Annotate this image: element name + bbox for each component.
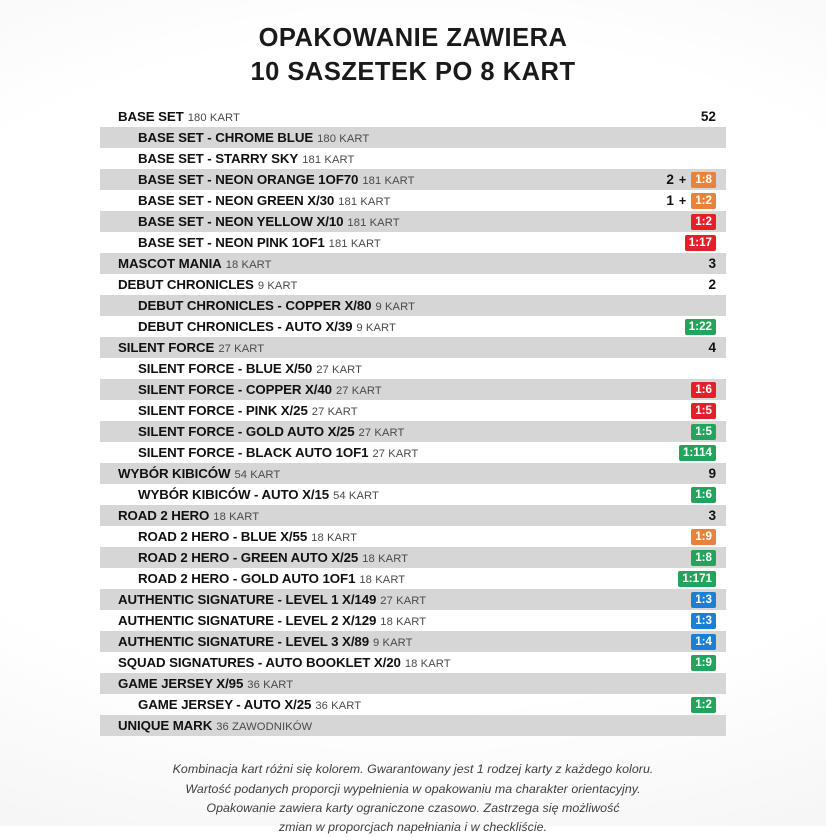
row-value	[646, 508, 726, 523]
row-quantity: 54 KART	[333, 490, 379, 503]
row-quantity: 181 KART	[328, 238, 381, 251]
table-row	[100, 463, 726, 484]
odds-badge: 1:2	[691, 214, 716, 230]
odds-badge: 1:6	[691, 487, 716, 503]
row-quantity: 181 KART	[362, 175, 415, 188]
row-value	[646, 277, 726, 292]
row-count: 1	[666, 193, 674, 209]
row-value	[646, 193, 726, 209]
table-row	[100, 715, 726, 736]
row-name: GAME JERSEY - AUTO X/25	[138, 697, 312, 713]
row-label	[100, 276, 646, 293]
table-row	[100, 568, 726, 589]
table-row	[100, 379, 726, 400]
table-row	[100, 652, 726, 673]
row-name: DEBUT CHRONICLES - AUTO X/39	[138, 319, 353, 335]
row-name: SILENT FORCE - BLACK AUTO 1OF1	[138, 445, 369, 461]
table-row	[100, 694, 726, 715]
odds-badge: 1:3	[691, 592, 716, 608]
odds-badge: 1:3	[691, 613, 716, 629]
odds-badge: 1:4	[691, 634, 716, 650]
table-row	[100, 526, 726, 547]
row-value	[646, 235, 726, 251]
odds-badge: 1:171	[678, 571, 716, 587]
plus-sign: +	[678, 193, 687, 208]
row-name: SILENT FORCE - GOLD AUTO X/25	[138, 424, 355, 440]
row-name: DEBUT CHRONICLES - COPPER X/80	[138, 298, 372, 314]
row-quantity: 27 KART	[335, 385, 382, 398]
table-row	[100, 127, 726, 148]
row-label	[100, 507, 646, 524]
row-label	[100, 570, 646, 587]
row-value	[646, 214, 726, 230]
row-name: SILENT FORCE - COPPER X/40	[138, 382, 332, 398]
row-name: BASE SET - CHROME BLUE	[138, 130, 314, 146]
table-row	[100, 484, 726, 505]
plus-sign: +	[678, 172, 687, 187]
row-quantity: 180 KART	[187, 112, 240, 125]
row-name: BASE SET - STARRY SKY	[138, 151, 299, 167]
row-count: 2	[708, 277, 716, 293]
row-label	[100, 150, 646, 167]
row-count: 4	[708, 340, 716, 356]
footer-line-4: zmian w proporcjach napełniania i w checkliście.	[278, 819, 548, 834]
row-quantity: 27 KART	[372, 448, 419, 461]
table-row	[100, 295, 726, 316]
table-row	[100, 316, 726, 337]
table-row	[100, 589, 726, 610]
row-name: ROAD 2 HERO - GREEN AUTO X/25	[138, 550, 359, 566]
row-value	[646, 466, 726, 481]
row-quantity: 9 KART	[373, 637, 413, 650]
table-row	[100, 547, 726, 568]
row-label	[100, 423, 646, 440]
row-quantity: 18 KART	[380, 616, 427, 629]
row-value	[646, 403, 726, 419]
row-value	[646, 172, 726, 188]
footer-line-1: Kombinacja kart różni się kolorem. Gwarantowany jest 1 rodzej karty z każdego koloru.	[172, 762, 654, 777]
row-value	[646, 256, 726, 271]
row-quantity: 181 KART	[338, 196, 391, 209]
row-quantity: 9 KART	[257, 280, 298, 293]
row-name: SQUAD SIGNATURES - AUTO BOOKLET X/20	[118, 655, 401, 671]
row-quantity: 27 KART	[358, 427, 405, 440]
row-count: 52	[700, 109, 716, 125]
row-label	[100, 192, 646, 209]
table-row	[100, 421, 726, 442]
row-quantity: 180 KART	[317, 133, 370, 146]
odds-badge: 1:2	[691, 697, 716, 713]
odds-table	[0, 106, 826, 736]
table-row	[100, 442, 726, 463]
row-value	[646, 109, 726, 124]
odds-badge: 1:5	[691, 403, 716, 419]
row-label	[100, 486, 646, 503]
row-quantity: 54 KART	[234, 469, 281, 482]
row-label	[100, 654, 646, 671]
odds-badge: 1:5	[691, 424, 716, 440]
row-value	[646, 613, 726, 629]
row-quantity: 18 KART	[359, 574, 406, 587]
row-count: 9	[708, 466, 716, 482]
row-label	[100, 213, 646, 230]
row-name: ROAD 2 HERO - GOLD AUTO 1OF1	[138, 571, 356, 587]
row-label	[100, 339, 646, 356]
header-line-2: 10 SASZETEK PO 8 KART	[250, 57, 576, 86]
table-row	[100, 232, 726, 253]
row-quantity: 181 KART	[302, 154, 355, 167]
row-label	[100, 360, 646, 377]
row-label	[100, 465, 646, 482]
odds-badge: 1:6	[691, 382, 716, 398]
table-row	[100, 505, 726, 526]
table-row	[100, 148, 726, 169]
row-value	[646, 382, 726, 398]
row-name: BASE SET - NEON PINK 1OF1	[138, 235, 325, 251]
row-quantity: 18 KART	[311, 532, 358, 545]
row-label	[100, 612, 646, 629]
row-label	[100, 108, 646, 125]
table-row	[100, 400, 726, 421]
header-line-1: OPAKOWANIE ZAWIERA	[258, 24, 568, 52]
table-row	[100, 274, 726, 295]
row-label	[100, 297, 646, 314]
row-name: AUTHENTIC SIGNATURE - LEVEL 2 X/129	[118, 613, 377, 629]
table-row	[100, 631, 726, 652]
row-value	[646, 340, 726, 355]
row-label	[100, 591, 646, 608]
row-quantity: 181 KART	[347, 217, 400, 230]
row-quantity: 18 KART	[404, 658, 451, 671]
row-value	[646, 487, 726, 503]
row-label	[100, 129, 646, 146]
row-quantity: 27 KART	[218, 343, 265, 356]
footer-line-3: Opakowanie zawiera karty ograniczone czasowo. Zastrzega się możliwość	[206, 800, 620, 815]
row-label	[100, 318, 646, 335]
odds-badge: 1:8	[691, 550, 716, 566]
row-name: BASE SET	[118, 109, 184, 125]
row-name: WYBÓR KIBICÓW - AUTO X/15	[138, 487, 330, 503]
footer-disclaimer	[0, 760, 826, 837]
table-row	[100, 673, 726, 694]
row-name: BASE SET - NEON YELLOW X/10	[138, 214, 344, 230]
row-name: SILENT FORCE - PINK X/25	[138, 403, 308, 419]
row-name: WYBÓR KIBICÓW	[118, 466, 231, 482]
row-label	[100, 717, 646, 734]
row-name: AUTHENTIC SIGNATURE - LEVEL 3 X/89	[118, 634, 370, 650]
row-label	[100, 696, 646, 713]
row-label	[100, 528, 646, 545]
row-quantity: 9 KART	[375, 301, 416, 314]
table-row	[100, 190, 726, 211]
table-row	[100, 610, 726, 631]
row-name: AUTHENTIC SIGNATURE - LEVEL 1 X/149	[118, 592, 377, 608]
row-label	[100, 234, 646, 251]
row-quantity: 27 KART	[380, 595, 427, 608]
row-label	[100, 255, 646, 272]
row-quantity: 18 KART	[225, 259, 272, 272]
row-quantity: 9 KART	[356, 322, 396, 335]
row-value	[646, 424, 726, 440]
row-quantity: 36 KART	[315, 700, 362, 713]
row-count: 3	[708, 256, 716, 272]
odds-badge: 1:8	[691, 172, 716, 188]
table-row	[100, 253, 726, 274]
row-quantity: 36 KART	[247, 679, 294, 692]
row-quantity: 18 KART	[213, 511, 260, 524]
row-label	[100, 444, 646, 461]
row-count: 3	[708, 508, 716, 524]
row-value	[646, 655, 726, 671]
row-value	[646, 697, 726, 713]
row-name: ROAD 2 HERO - BLUE X/55	[138, 529, 308, 545]
odds-badge: 1:9	[691, 529, 716, 545]
row-label	[100, 171, 646, 188]
row-value	[646, 445, 726, 461]
row-name: ROAD 2 HERO	[118, 508, 210, 524]
odds-badge: 1:114	[679, 445, 716, 461]
page-header	[0, 0, 826, 89]
table-row	[100, 106, 726, 127]
row-value	[646, 592, 726, 608]
row-value	[646, 319, 726, 335]
row-name: MASCOT MANIA	[118, 256, 222, 272]
row-name: DEBUT CHRONICLES	[118, 277, 254, 293]
footer-line-2: Wartość podanych proporcji wypełnienia w opakowaniu ma charakter orientacyjny.	[185, 781, 641, 796]
row-quantity: 27 KART	[316, 364, 363, 377]
row-label	[100, 381, 646, 398]
row-name: SILENT FORCE - BLUE X/50	[138, 361, 313, 377]
row-name: BASE SET - NEON ORANGE 1OF70	[138, 172, 359, 188]
row-value	[646, 550, 726, 566]
odds-badge: 1:9	[691, 655, 716, 671]
row-quantity: 36 ZAWODNIKÓW	[216, 721, 313, 734]
row-quantity: 27 KART	[311, 406, 358, 419]
row-name: GAME JERSEY X/95	[118, 676, 244, 692]
table-row	[100, 358, 726, 379]
table-row	[100, 211, 726, 232]
row-value	[646, 529, 726, 545]
row-name: UNIQUE MARK	[118, 718, 213, 734]
table-row	[100, 337, 726, 358]
odds-badge: 1:2	[691, 193, 716, 209]
row-value	[646, 571, 726, 587]
row-name: SILENT FORCE	[118, 340, 215, 356]
row-label	[100, 549, 646, 566]
row-count: 2	[666, 172, 674, 188]
row-label	[100, 402, 646, 419]
table-row	[100, 169, 726, 190]
row-label	[100, 675, 646, 692]
row-label	[100, 633, 646, 650]
row-value	[646, 634, 726, 650]
odds-badge: 1:17	[685, 235, 716, 251]
odds-badge: 1:22	[685, 319, 716, 335]
row-quantity: 18 KART	[362, 553, 409, 566]
row-name: BASE SET - NEON GREEN X/30	[138, 193, 335, 209]
